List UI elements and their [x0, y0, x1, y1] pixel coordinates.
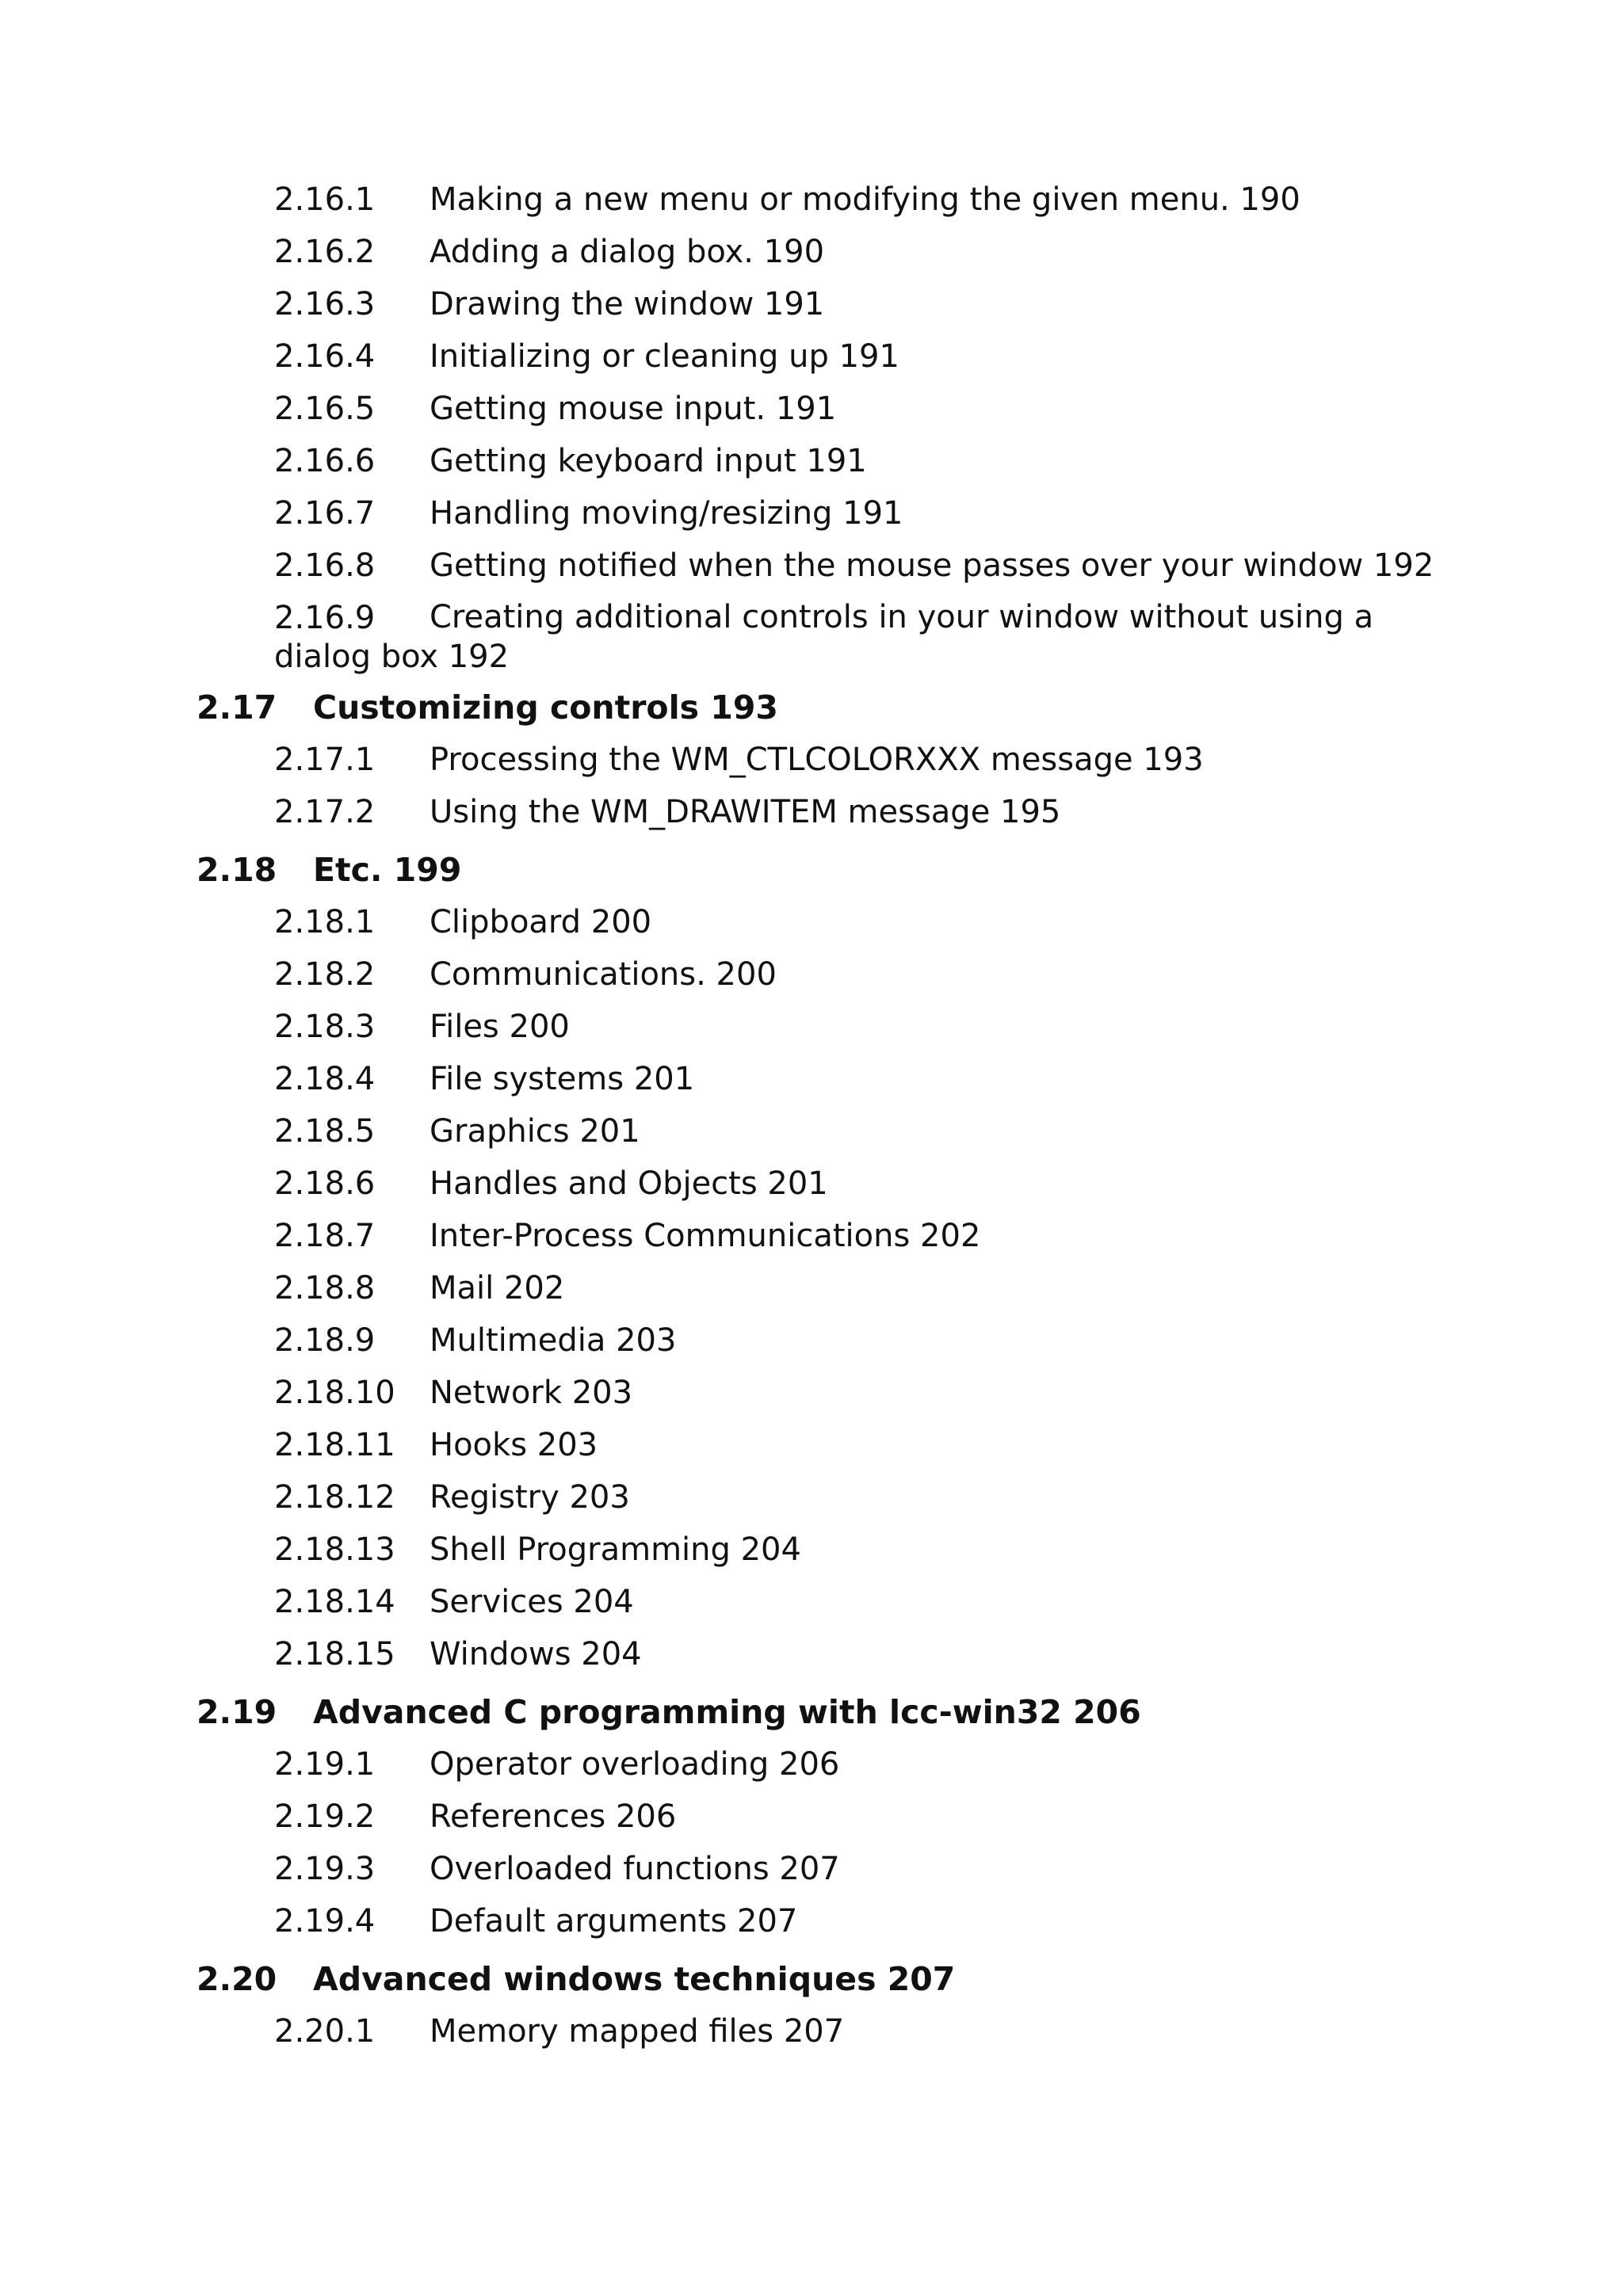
toc-subsection-entry[interactable]	[0, 898, 1623, 951]
toc-entry-title: Services 204	[430, 1584, 634, 1620]
toc-subsection-entry[interactable]	[0, 1897, 1623, 1950]
toc-entry-number: 2.18.2	[274, 956, 376, 993]
toc-subsection-entry[interactable]	[0, 1845, 1623, 1897]
toc-section-entry[interactable]	[0, 1683, 1623, 1741]
toc-entry-number: 2.17.1	[274, 742, 376, 778]
toc-entry-number: 2.16.5	[274, 391, 376, 427]
toc-subsection-entry[interactable]	[0, 1474, 1623, 1526]
toc-entry-number: 2.17.2	[274, 794, 376, 830]
toc-subsection-entry[interactable]	[0, 333, 1623, 385]
toc-entry-title: Using the WM_DRAWITEM message 195	[430, 794, 1061, 830]
toc-subsection-entry[interactable]	[0, 490, 1623, 542]
toc-entry-number: 2.18.10	[274, 1375, 395, 1411]
toc-subsection-entry[interactable]	[0, 1793, 1623, 1845]
toc-entry-number: 2.16.1	[274, 181, 376, 218]
toc-entry-number: 2.18.12	[274, 1479, 395, 1516]
toc-subsection-entry[interactable]	[0, 594, 1623, 678]
toc-subsection-entry[interactable]	[0, 1055, 1623, 1108]
toc-subsection-entry[interactable]	[0, 1108, 1623, 1160]
toc-subsection-entry[interactable]	[0, 228, 1623, 280]
toc-subsection-entry[interactable]	[0, 542, 1623, 594]
toc-entry-title: Initializing or cleaning up 191	[430, 338, 899, 375]
toc-entry-number: 2.18.15	[274, 1636, 395, 1672]
toc-subsection-entry[interactable]	[0, 1741, 1623, 1793]
toc-entry-title: Shell Programming 204	[430, 1531, 801, 1568]
toc-entry-number: 2.19.3	[274, 1851, 376, 1887]
toc-entry-title: Drawing the window 191	[430, 286, 825, 322]
toc-entry-number: 2.18.7	[274, 1218, 376, 1254]
toc-subsection-entry[interactable]	[0, 385, 1623, 437]
toc-entry-number: 2.19.4	[274, 1903, 376, 1939]
toc-entry-title: Mail 202	[430, 1270, 565, 1306]
toc-subsection-entry[interactable]	[0, 1212, 1623, 1264]
toc-entry-number: 2.20.1	[274, 2013, 376, 2050]
toc-section-entry[interactable]	[0, 678, 1623, 736]
toc-section-entry[interactable]	[0, 841, 1623, 898]
toc-entry-number: 2.16.4	[274, 338, 376, 375]
toc-entry-title: Inter-Process Communications 202	[430, 1218, 981, 1254]
toc-entry-title: Hooks 203	[430, 1427, 598, 1463]
toc-entry-title: Files 200	[430, 1009, 570, 1045]
toc-entry-title: Handling moving/resizing 191	[430, 495, 903, 532]
toc-entry-title: Network 203	[430, 1375, 633, 1411]
toc-entry-title: Processing the WM_CTLCOLORXXX message 193	[430, 742, 1204, 778]
toc-subsection-entry[interactable]	[0, 1369, 1623, 1421]
toc-subsection-entry[interactable]	[0, 2008, 1623, 2060]
toc-subsection-entry[interactable]	[0, 176, 1623, 228]
toc-entry-number: 2.19	[197, 1693, 277, 1731]
toc-entry-title: Advanced windows techniques 207	[313, 1960, 956, 1998]
toc-entry-number: 2.18.1	[274, 904, 376, 940]
toc-entry-number: 2.16.6	[274, 443, 376, 479]
toc-subsection-entry[interactable]	[0, 1526, 1623, 1578]
toc-entry-number: 2.18.8	[274, 1270, 376, 1306]
toc-entry-number: 2.18	[197, 851, 277, 889]
toc-entry-title: File systems 201	[430, 1061, 695, 1097]
toc-entry-number: 2.17	[197, 688, 277, 727]
toc-subsection-entry[interactable]	[0, 1264, 1623, 1317]
toc-entry-number: 2.16.2	[274, 234, 376, 270]
toc-section-entry[interactable]	[0, 1950, 1623, 2008]
toc-subsection-entry[interactable]	[0, 1578, 1623, 1630]
toc-entry-number: 2.18.9	[274, 1322, 376, 1359]
toc-entry-number: 2.16.3	[274, 286, 376, 322]
toc-entry-title: Adding a dialog box. 190	[430, 234, 825, 270]
toc-entry-number: 2.19.2	[274, 1798, 376, 1835]
toc-entry-title: Getting keyboard input 191	[430, 443, 867, 479]
toc-subsection-entry[interactable]	[0, 1630, 1623, 1683]
toc-entry-title: Multimedia 203	[430, 1322, 677, 1359]
toc-entry-number: 2.18.13	[274, 1531, 395, 1568]
toc-entry-title: Registry 203	[430, 1479, 630, 1516]
toc-entry-number: 2.16.9	[274, 600, 376, 636]
toc-subsection-entry[interactable]	[0, 437, 1623, 490]
toc-entry-title: Etc. 199	[313, 851, 462, 889]
toc-entry-number: 2.16.7	[274, 495, 376, 532]
toc-subsection-entry[interactable]	[0, 1160, 1623, 1212]
toc-entry-number: 2.18.6	[274, 1165, 376, 1202]
toc-entry-number: 2.19.1	[274, 1746, 376, 1783]
toc-entry-title: Overloaded functions 207	[430, 1851, 840, 1887]
table-of-contents	[0, 176, 1623, 2060]
toc-entry-title: Windows 204	[430, 1636, 642, 1672]
toc-entry-title: Making a new menu or modifying the given menu. 190	[430, 181, 1300, 218]
toc-entry-title: Advanced C programming with lcc-win32 206	[313, 1693, 1141, 1731]
toc-entry-title: Getting mouse input. 191	[430, 391, 837, 427]
toc-entry-title: Graphics 201	[430, 1113, 640, 1150]
toc-subsection-entry[interactable]	[0, 788, 1623, 841]
toc-entry-title: Communications. 200	[430, 956, 777, 993]
toc-entry-title: Default arguments 207	[430, 1903, 798, 1939]
toc-entry-title: Creating additional controls in your window without using a dialog box 192	[274, 599, 1374, 675]
toc-subsection-entry[interactable]	[0, 1421, 1623, 1474]
toc-entry-title: Clipboard 200	[430, 904, 652, 940]
toc-entry-title: Handles and Objects 201	[430, 1165, 828, 1202]
toc-entry-number: 2.18.14	[274, 1584, 395, 1620]
toc-subsection-entry[interactable]	[0, 1317, 1623, 1369]
toc-subsection-entry[interactable]	[0, 951, 1623, 1003]
toc-entry-number: 2.18.3	[274, 1009, 376, 1045]
toc-entry-title: Operator overloading 206	[430, 1746, 840, 1783]
toc-subsection-entry[interactable]	[0, 1003, 1623, 1055]
toc-entry-title: Customizing controls 193	[313, 688, 778, 727]
toc-entry-number: 2.18.4	[274, 1061, 376, 1097]
toc-subsection-entry[interactable]	[0, 280, 1623, 333]
toc-entry-number: 2.18.11	[274, 1427, 395, 1463]
toc-entry-number: 2.16.8	[274, 547, 376, 584]
toc-entry-number: 2.20	[197, 1960, 277, 1998]
toc-entry-title: Getting notified when the mouse passes over your window 192	[430, 547, 1434, 584]
toc-subsection-entry[interactable]	[0, 736, 1623, 788]
toc-entry-number: 2.18.5	[274, 1113, 376, 1150]
toc-entry-title: References 206	[430, 1798, 677, 1835]
toc-entry-title: Memory mapped files 207	[430, 2013, 845, 2050]
